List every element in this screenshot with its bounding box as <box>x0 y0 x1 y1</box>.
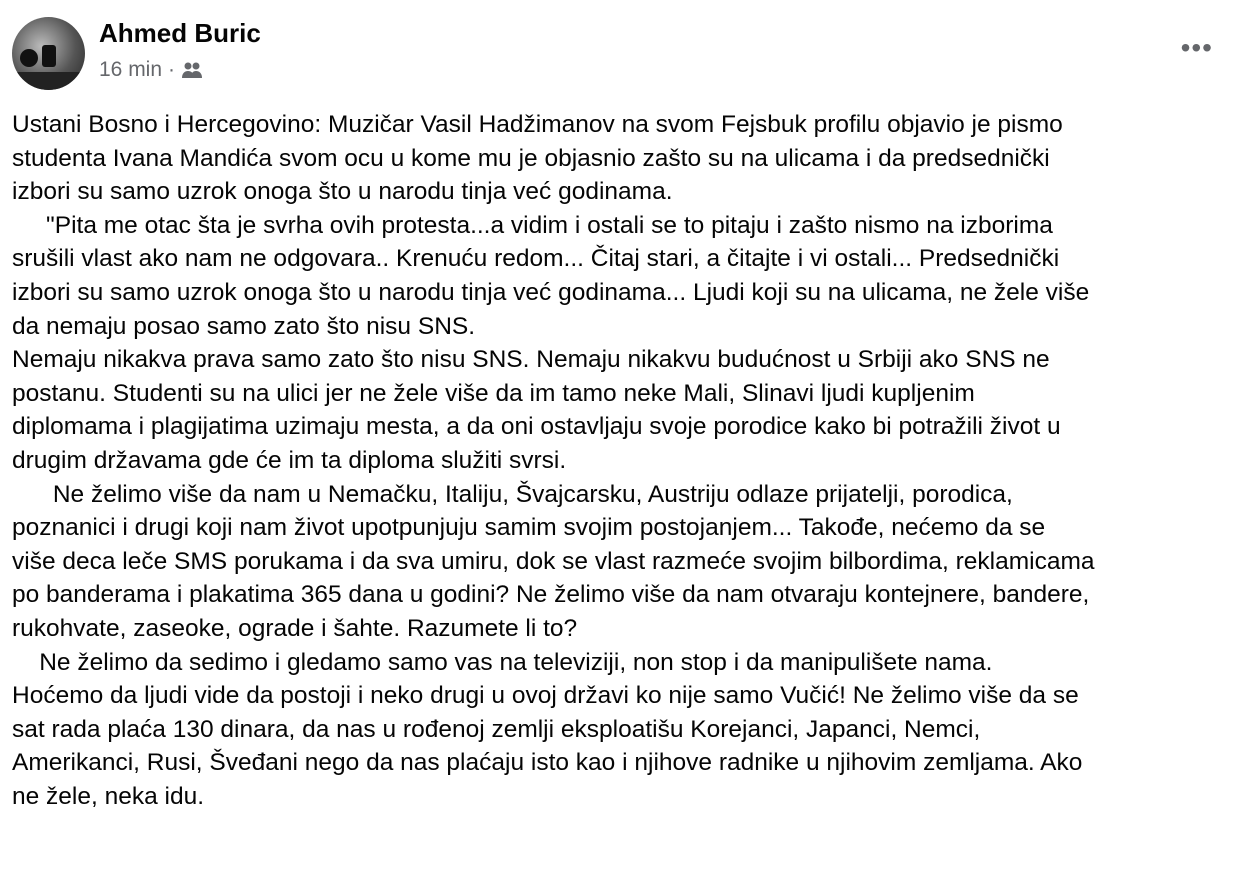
post-text-line: rukohvate, zaseoke, ograde i šahte. Razumete li to? <box>12 614 578 642</box>
post-text-line: po banderama i plakatima 365 dana u godini? Ne želimo više da nam otvaraju kontejnere, bandere, <box>12 581 1090 609</box>
post-text-line: "Pita me otac šta je svrha ovih protesta...a vidim i ostali se to pitaju i zašto nismo na izborima <box>12 211 1053 239</box>
post-text-line: postanu. Studenti su na ulici jer ne žele više da im tamo neke Mali, Slinavi ljudi kupljenim <box>12 379 975 407</box>
post-text-line: Ustani Bosno i Hercegovino: Muzičar Vasil Hadžimanov na svom Fejsbuk profilu objavio je pismo <box>12 111 1063 138</box>
post-text-line: izbori su samo uzrok onoga što u narodu tinja već godinama. <box>12 178 673 206</box>
post-text-line: Ne želimo da sedimo i gledamo samo vas na televiziji, non stop i da manipulišete nama. <box>12 648 993 676</box>
separator: · <box>168 58 176 81</box>
post-text-line: diplomama i plagijatima uzimaju mesta, a da oni ostavljaju svoje porodice kako bi potražili život u <box>12 413 1061 441</box>
post-text-line: Hoćemo da ljudi vide da postoji i neko drugi u ovoj državi ko nije samo Vučić! Ne želimo više da se <box>12 682 1079 710</box>
post-text-line: drugim državama gde će im ta diploma služiti svrsi. <box>12 446 567 474</box>
post-text <box>12 108 1095 813</box>
post-text-line: studenta Ivana Mandića svom ocu u kome mu je objasnio zašto su na ulicama i da predsednički <box>12 144 1050 172</box>
post-text-line: ne žele, neka idu. <box>12 782 205 810</box>
author-name[interactable]: Ahmed Buric <box>99 18 261 48</box>
more-options-button[interactable]: ••• <box>1180 32 1213 63</box>
friends-audience-icon <box>181 61 203 79</box>
post-text-line: Ne želimo više da nam u Nemačku, Italiju, Švajcarsku, Austriju odlaze prijatelji, porodica, <box>12 480 1013 508</box>
post-time[interactable]: 16 min <box>99 58 163 81</box>
post-header <box>0 0 1235 100</box>
post-text-line: više deca leče SMS porukama i da sva umiru, dok se vlast razmeće svojim bilbordima, reklamicama <box>12 547 1095 575</box>
avatar[interactable] <box>12 17 85 90</box>
post-text-line: sat rada plaća 130 dinara, da nas u rođenoj zemlji eksploatišu Korejanci, Japanci, Nemci, <box>12 715 981 743</box>
post-text-line: izbori su samo uzrok onoga što u narodu tinja već godinama... Ljudi koji su na ulicama, ne žele više <box>12 278 1090 306</box>
post-text-line: poznanici i drugi koji nam život upotpunjuju samim svojim postojanjem... Takođe, nećemo da se <box>12 514 1046 542</box>
post-text-line: Amerikanci, Rusi, Šveđani nego da nas plaćaju isto kao i njihove radnike u njihovim zemljama. Ako <box>12 749 1083 777</box>
post-meta <box>99 58 203 82</box>
post-text-line: srušili vlast ako nam ne odgovara.. Krenuću redom... Čitaj stari, a čitajte i vi ostali... Predsednički <box>12 245 1060 273</box>
post-text-line: Nemaju nikakva prava samo zato što nisu SNS. Nemaju nikakvu budućnost u Srbiji ako SNS ne <box>12 346 1050 374</box>
post-text-line: da nemaju posao samo zato što nisu SNS. <box>12 312 476 340</box>
